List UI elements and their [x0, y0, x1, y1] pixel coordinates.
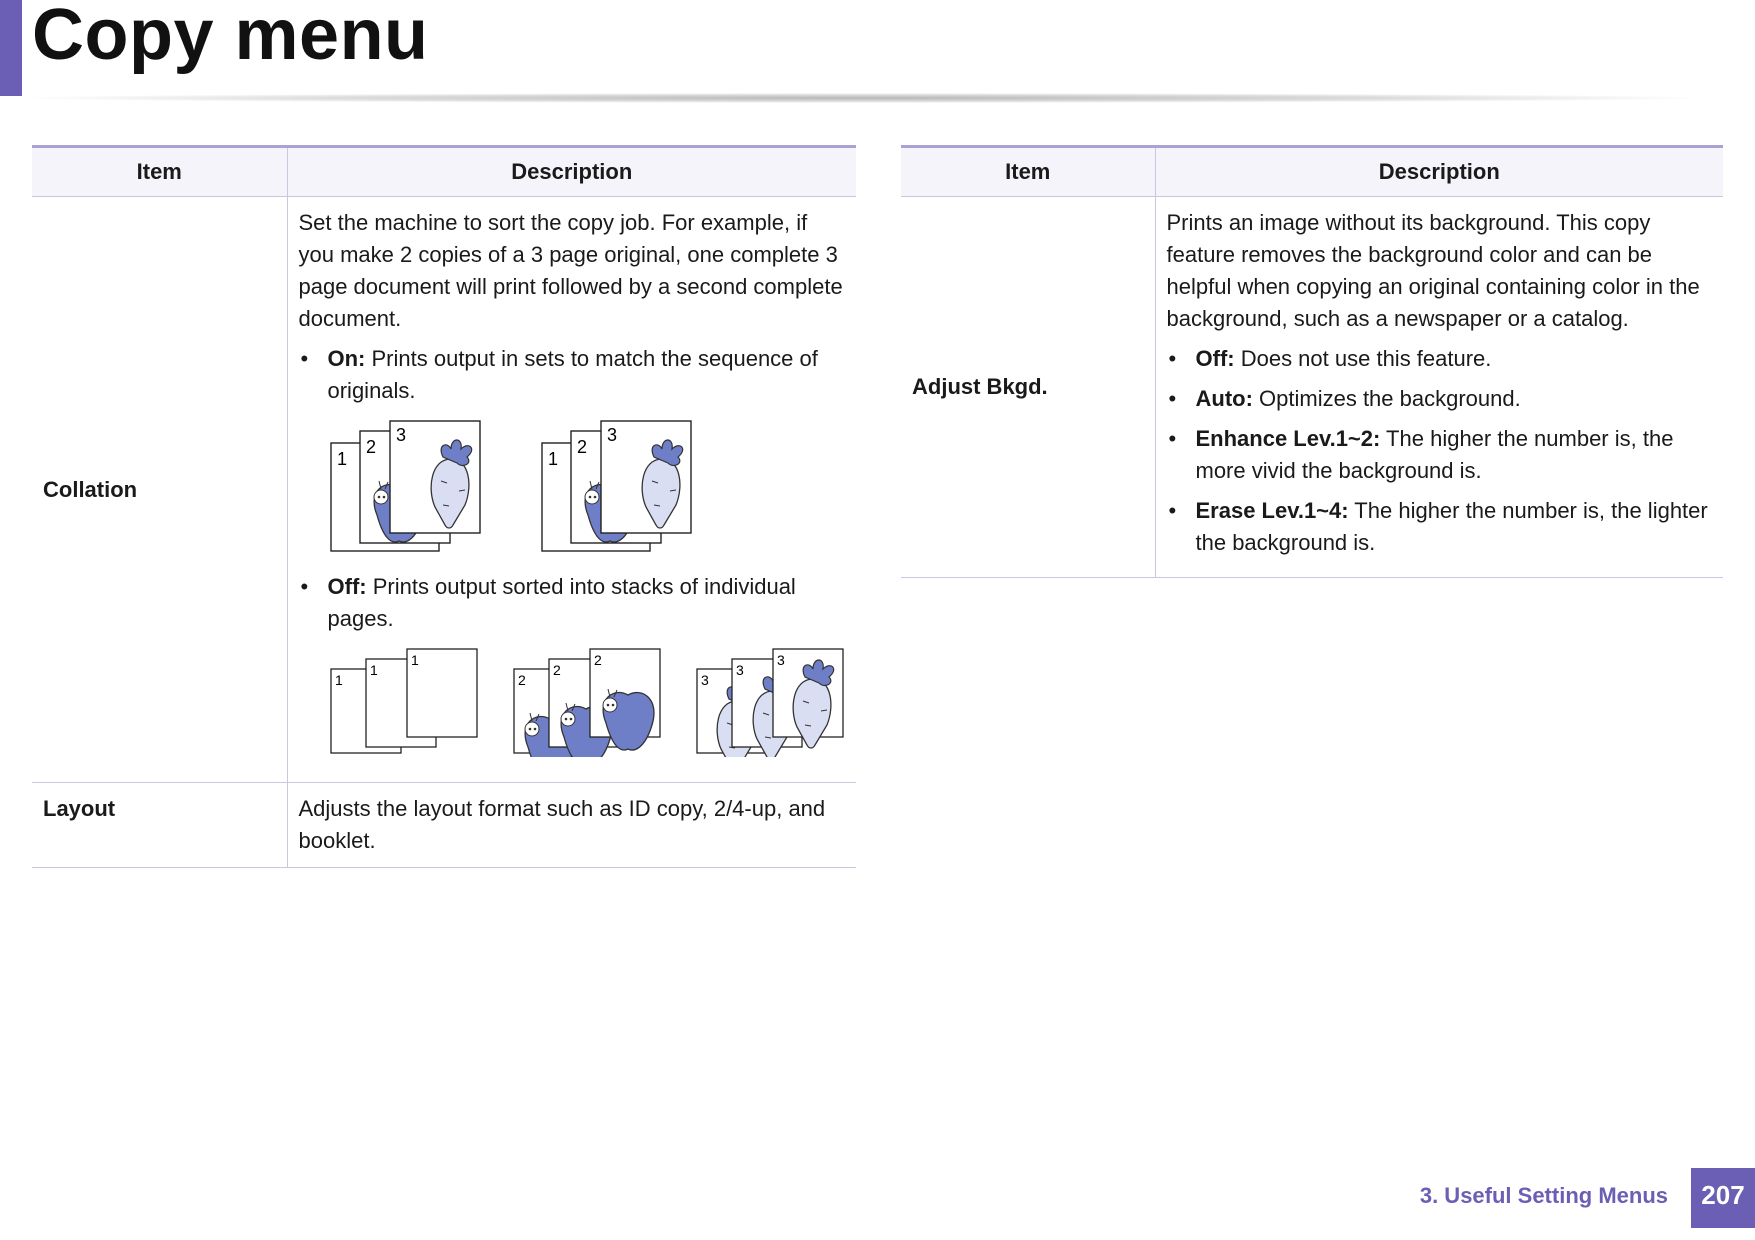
- collated-label-3: 3: [395, 425, 406, 445]
- stack2-label-a: 2: [517, 672, 526, 688]
- description-collation: [287, 197, 856, 783]
- option-bkgd-erase-text: The higher the number is, the lighter the background is.: [1195, 498, 1708, 555]
- collated-set-2: [542, 421, 691, 551]
- table-header-row: [901, 147, 1723, 197]
- description-adjust-bkgd: [1155, 197, 1723, 578]
- page-title: Copy menu: [32, 0, 429, 75]
- option-bkgd-auto-name: Auto:: [1195, 386, 1253, 411]
- collation-options-off: [299, 571, 846, 635]
- stack3-label-a: 3: [700, 672, 709, 688]
- collation-intro: Set the machine to sort the copy job. For example, if you make 2 copies of a 3 page original, one complete 3 page document will print followed by a second complete document.: [298, 210, 843, 331]
- collation-options: [299, 343, 846, 407]
- collated-label-1b: 1: [547, 449, 558, 469]
- option-bkgd-off-name: Off:: [1195, 346, 1235, 371]
- stack3-label-c: 3: [776, 652, 785, 668]
- option-bkgd-off-text: Does not use this feature.: [1234, 346, 1492, 371]
- collated-label-2b: 2: [576, 437, 587, 457]
- column-header-description: Description: [287, 147, 856, 197]
- option-off-text: Prints output sorted into stacks of individual pages.: [327, 574, 796, 631]
- stack2-label-c: 2: [593, 652, 602, 668]
- stack3-label-b: 3: [735, 662, 744, 678]
- footer-chapter-label: 3. Useful Setting Menus: [1419, 1183, 1668, 1208]
- table-row-adjust-bkgd: [901, 197, 1723, 578]
- option-bkgd-off: [1167, 343, 1713, 375]
- table-row-collation: [32, 197, 856, 783]
- option-on-text: Prints output in sets to match the sequence of originals.: [327, 346, 818, 403]
- uncollated-stack-1: [331, 649, 477, 753]
- option-bkgd-enhance: [1167, 423, 1713, 487]
- uncollated-stack-2: [514, 649, 660, 757]
- item-collation: Collation: [32, 197, 287, 783]
- table-header-row: [32, 147, 856, 197]
- title-accent-bar: [0, 0, 22, 96]
- copy-menu-table-left: [32, 145, 856, 868]
- item-adjust-bkgd: Adjust Bkgd.: [901, 197, 1155, 578]
- column-header-description: Description: [1155, 147, 1723, 197]
- option-bkgd-enhance-text: The higher the number is, the more vivid the background is.: [1195, 426, 1674, 483]
- option-on-name: On:: [327, 346, 366, 371]
- collated-label-3b: 3: [606, 425, 617, 445]
- title-divider: [32, 93, 1692, 103]
- item-layout: Layout: [32, 783, 287, 868]
- option-bkgd-erase-name: Erase Lev.1~4:: [1195, 498, 1349, 523]
- column-header-item: Item: [901, 147, 1155, 197]
- collated-label-1: 1: [336, 449, 347, 469]
- uncollated-stack-3: [697, 649, 843, 757]
- page-number-badge: 207: [1691, 1168, 1755, 1228]
- collated-set-1: [331, 421, 480, 551]
- adjust-bkgd-intro: Prints an image without its background. This copy feature removes the background color and can be helpful when copying an original containing color in the background, such as a newspaper or a catalog.: [1166, 210, 1700, 331]
- table-row-layout: [32, 783, 856, 868]
- stack2-label-b: 2: [552, 662, 561, 678]
- option-bkgd-auto-text: Optimizes the background.: [1252, 386, 1521, 411]
- column-header-item: Item: [32, 147, 287, 197]
- option-bkgd-auto: [1167, 383, 1713, 415]
- adjust-bkgd-options: [1167, 343, 1713, 559]
- description-layout: Adjusts the layout format such as ID copy, 2/4-up, and booklet.: [287, 783, 856, 868]
- option-off-name: Off:: [327, 574, 367, 599]
- stack1-label-a: 1: [334, 672, 343, 688]
- stack1-label-b: 1: [369, 662, 378, 678]
- collated-output-illustration: [329, 419, 709, 559]
- uncollated-output-illustration: [329, 647, 859, 757]
- option-on: [299, 343, 846, 407]
- copy-menu-table-right: [901, 145, 1723, 578]
- option-bkgd-enhance-name: Enhance Lev.1~2:: [1195, 426, 1381, 451]
- stack1-label-c: 1: [410, 652, 419, 668]
- option-bkgd-erase: [1167, 495, 1713, 559]
- collated-label-2: 2: [365, 437, 376, 457]
- option-off: [299, 571, 846, 635]
